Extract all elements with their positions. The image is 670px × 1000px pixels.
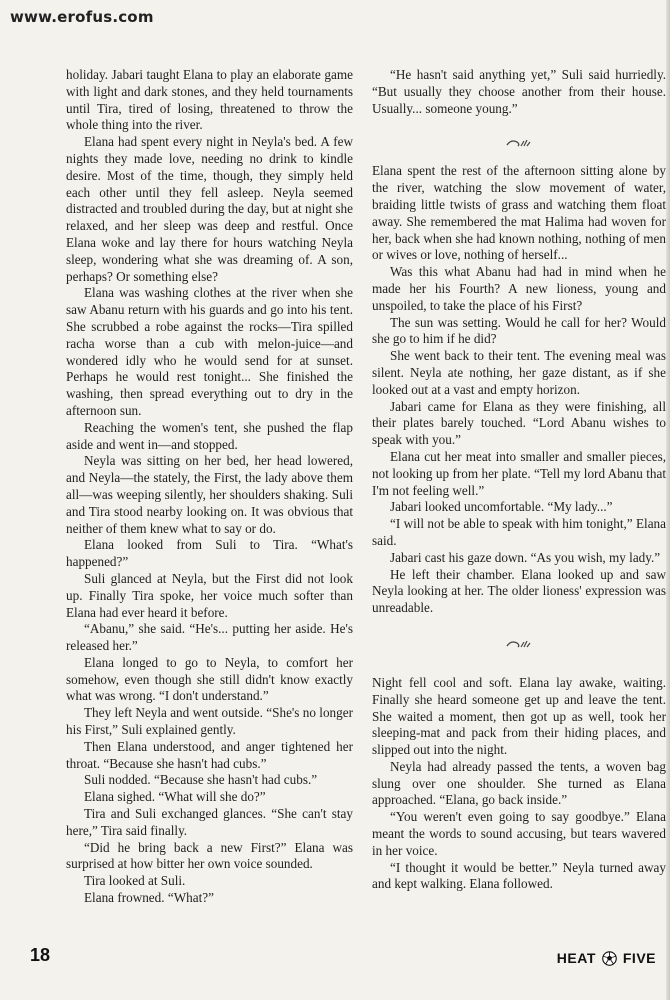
paragraph: Jabari came for Elana as they were finishing, all their plates barely touched. “Lord Abanu wishes to speak with you.” [372,398,666,448]
paragraph: “I will not be able to speak with him tonight,” Elana said. [372,516,666,548]
paragraph: Neyla was sitting on her bed, her head lowered, and Neyla—the stately, the First, the lady above them all—was weeping silently, her shoulders shaking. Suli and Tira stood nearby looking on. It was obvious that neither of them knew what to say or do. [66,453,353,536]
paragraph: Elana longed to go to Neyla, to comfort her somehow, even though she still didn't know exactly what was wrong. “I don't understand.” [66,654,353,704]
section-ornament [372,133,666,145]
paragraph: Jabari looked uncomfortable. “My lady...” [390,499,613,515]
paragraph: Jabari cast his gaze down. “As you wish, my lady.” [390,549,661,565]
left-column [66,67,353,907]
paragraph: “He hasn't said anything yet,” Suli said hurriedly. “But usually they choose another from their house. Usually... someone young.” [372,67,666,116]
paragraph: “I thought it would be better.” Neyla turned away and kept walking. Elana followed. [372,859,666,892]
right-column-section-c [372,675,666,893]
right-column-section-b [372,163,666,617]
paragraph: Tira looked at Suli. [84,873,186,889]
right-column [372,67,666,893]
paragraph: He left their chamber. Elana looked up and saw Neyla looking at her. The older lioness' expression was unreadable. [372,566,666,616]
paragraph: She went back to their tent. The evening meal was silent. Neyla ate nothing, her gaze distant, as if she looked out at a vast and empty horizon. [372,348,666,397]
paw-flourish-icon [506,638,532,650]
paragraph: They left Neyla and went outside. “She's no longer his First,” Suli explained gently. [66,705,353,738]
paw-flourish-icon [506,137,532,149]
magazine-footer [557,950,656,966]
paragraph: Elana was washing clothes at the river when she saw Abanu return with his guards and go into his tent. She scrubbed a robe against the rocks—Tira spilled racha worse than a cub with melon-juice—and wondered idly who he would send for at sunset. Perhaps he would rest tonight... She finished the washing, then spread everything out to dry in the afternoon sun. [66,285,353,418]
paragraph: Elana cut her meat into smaller and smaller pieces, not looking up from her plate. “Tell my lord Abanu that I'm not feeling well.” [372,448,666,498]
paragraph: Elana frowned. “What?” [84,890,214,906]
paragraph: Suli nodded. “Because she hasn't had cubs.” [84,772,318,788]
page-number: 18 [30,945,51,965]
soccer-ball-icon [602,951,617,966]
paragraph: Tira and Suli exchanged glances. “She can't stay here,” Tira said finally. [66,806,353,838]
paragraph: Elana had spent every night in Neyla's bed. A few nights they made love, needing no drink to kindle desire. Most of the time, though, they simply held each other until they fell asleep. Neyla seemed distracted and troubled during the day, but at night she relaxed, and her sleep was deep and restful. Once Elana woke and lay there for hours watching Neyla sleep, wondering what she was dreaming of. A son, perhaps? Or something else? [66,134,354,284]
paragraph: Suli glanced at Neyla, but the First did not look up. Finally Tira spoke, her voice much softer than Elana had ever heard it before. [66,570,353,620]
page-edge [666,0,670,1000]
paragraph: Was this what Abanu had had in mind when he made her his Fourth? A new lioness, young and unspoiled, to take the place of his First? [372,264,666,313]
magazine-title-heat: HEAT [556,950,596,966]
paragraph: The sun was setting. Would he call for her? Would she go to him if he did? [372,314,666,347]
paragraph: Neyla had already passed the tents, a woven bag slung over one shoulder. She turned as Elana approached. “Elana, go back inside.” [372,758,666,808]
paragraph: Reaching the women's tent, she pushed the flap aside and went in—and stopped. [66,419,353,452]
paragraph: Elana spent the rest of the afternoon sitting alone by the river, watching the slow movement of water, braiding little twists of grass and watching them float away. She remembered the mat Halima had woven for her, back when she had known nothing, nothing of men or wives or love, nothing of herself... [372,163,666,263]
right-column-section-a [372,67,666,117]
paragraph: Night fell cool and soft. Elana lay awake, waiting. Finally she heard someone get up and leave the tent. She waited a moment, then got up as well, took her sleeping-mat and pack from their hiding places, and slipped out into the night. [372,674,666,758]
paragraph: “You weren't even going to say goodbye.” Elana meant the words to sound accusing, but tears wavered in her voice. [372,809,666,858]
magazine-title-five: FIVE [622,950,656,966]
paragraph: Then Elana understood, and anger tightened her throat. “Because she hasn't had cubs.” [66,738,353,771]
paragraph: holiday. Jabari taught Elana to play an elaborate game with light and dark stones, and they held tournaments until Tira, tired of losing, threatened to throw the whole thing into the river. [66,67,353,133]
section-ornament [372,635,666,647]
paragraph: Elana sighed. “What will she do?” [84,789,266,805]
paragraph: Elana looked from Suli to Tira. “What's happened?” [66,537,353,570]
watermark: www.erofus.com [10,8,154,26]
paragraph: “Abanu,” she said. “He's... putting her aside. He's released her.” [66,621,353,654]
paragraph: “Did he bring back a new First?” Elana was surprised at how bitter her own voice sounded. [66,839,353,872]
